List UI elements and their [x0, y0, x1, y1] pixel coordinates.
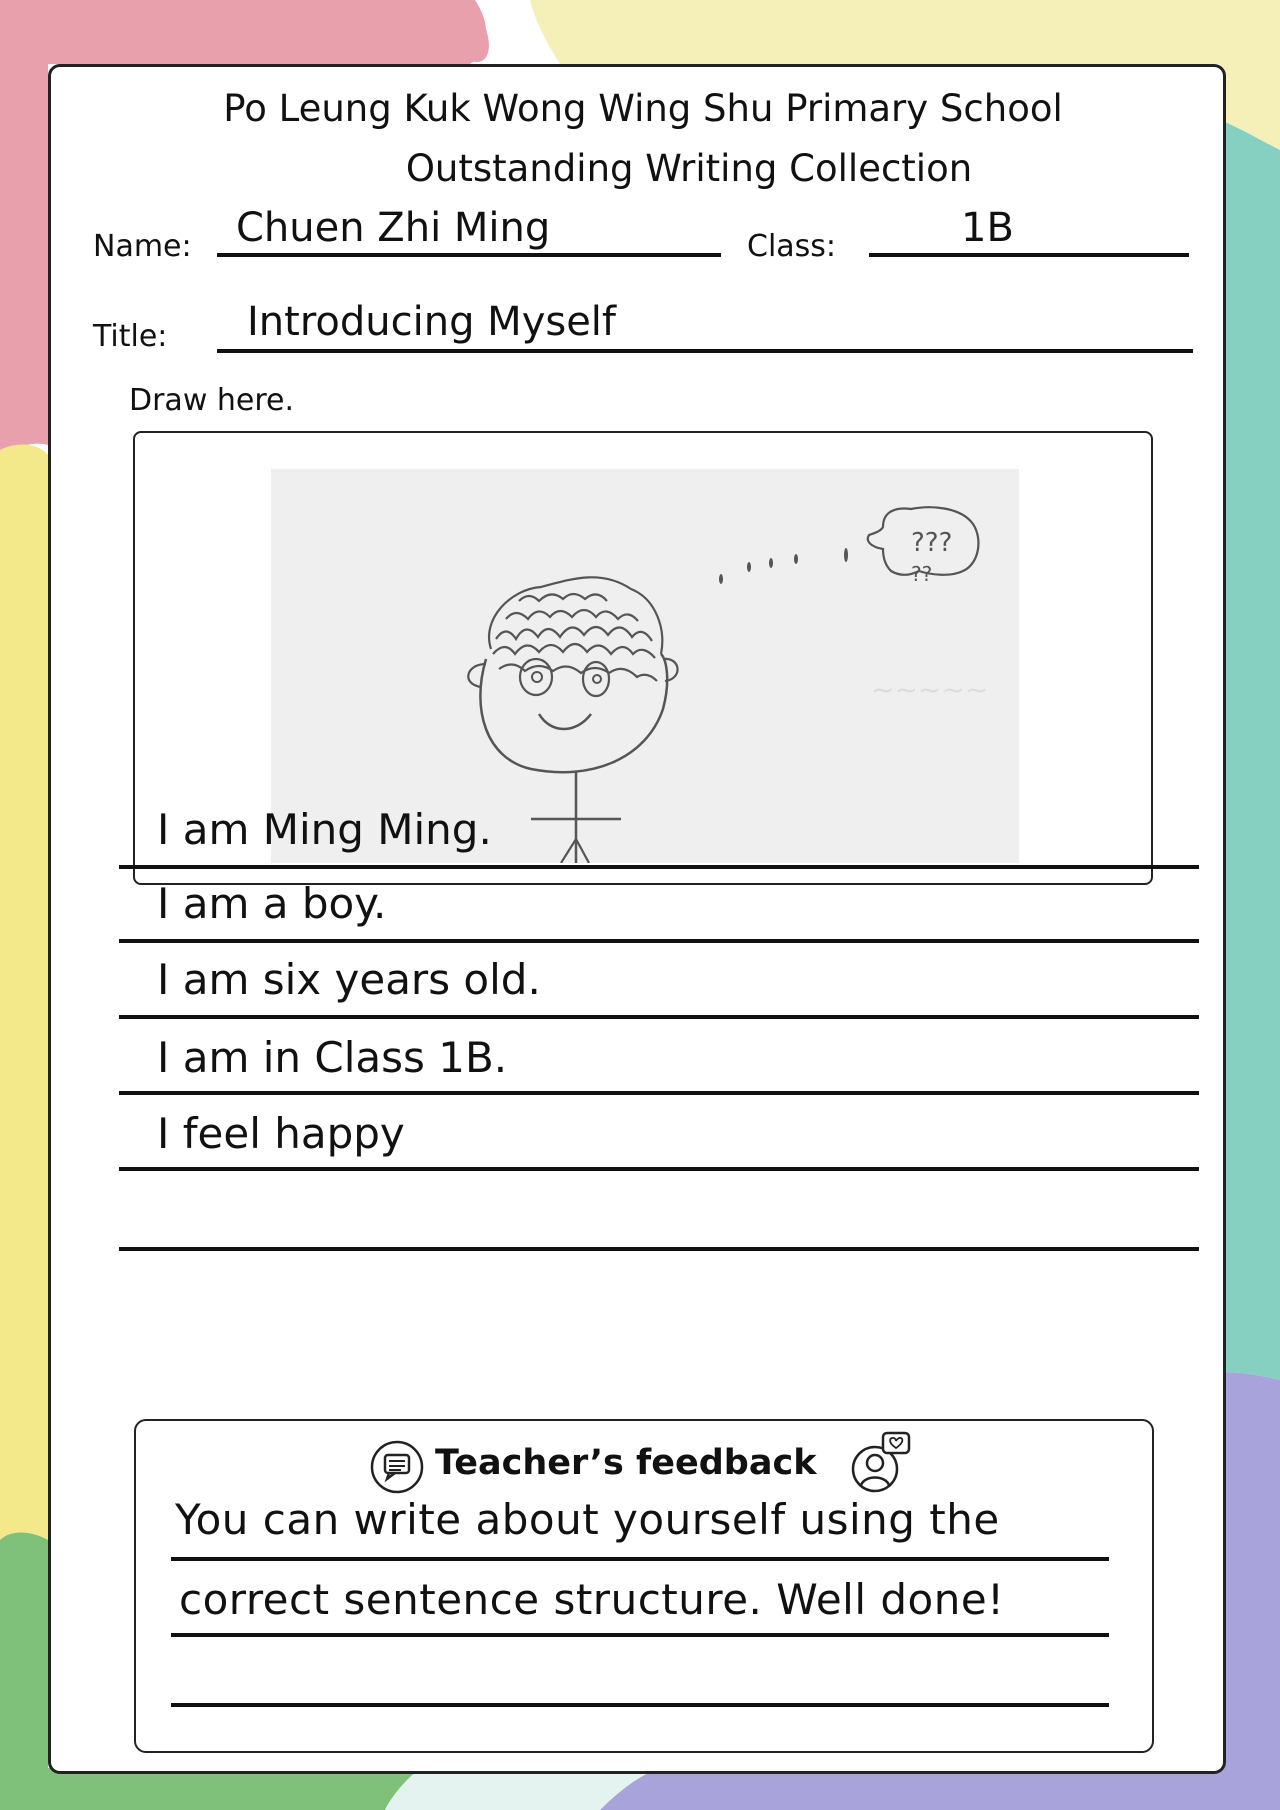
name-value: Chuen Zhi Ming [236, 205, 551, 251]
name-underline [217, 253, 721, 257]
writing-line-3 [119, 1015, 1199, 1019]
title-label: Title: [93, 319, 168, 354]
feedback-title: Teacher’s feedback [435, 1443, 817, 1483]
draw-prompt: Draw here. [129, 383, 295, 418]
teacher-heart-icon [847, 1429, 913, 1495]
sentence-1: I am Ming Ming. [157, 805, 492, 854]
writing-line-5 [119, 1167, 1199, 1171]
class-label: Class: [747, 229, 837, 264]
feedback-underline-1 [171, 1557, 1109, 1561]
bubble-question-marks: ??? [911, 528, 953, 558]
feedback-content [131, 1419, 1147, 1749]
sentence-4: I am in Class 1B. [157, 1033, 508, 1082]
child-drawing [271, 469, 1019, 863]
school-name: Po Leung Kuk Wong Wing Shu Primary School [223, 87, 1063, 130]
title-value: Introducing Myself [247, 299, 617, 345]
feedback-underline-2 [171, 1633, 1109, 1637]
collection-title: Outstanding Writing Collection [405, 147, 973, 190]
sentence-3: I am six years old. [157, 955, 541, 1004]
bubble-question-marks-2: ?? [911, 562, 933, 586]
stick-figure-drawing [271, 469, 1019, 863]
writing-line-6 [119, 1247, 1199, 1251]
speech-bubble-icon [369, 1439, 425, 1495]
writing-line-4 [119, 1091, 1199, 1095]
writing-line-2 [119, 939, 1199, 943]
sentence-2: I am a boy. [157, 879, 387, 928]
sentence-5: I feel happy [157, 1109, 405, 1158]
faint-bleed-text: ~~~~~ [871, 673, 989, 706]
feedback-underline-3 [171, 1703, 1109, 1707]
yellow-blob [0, 445, 48, 1540]
name-label: Name: [93, 229, 192, 264]
feedback-line-2: correct sentence structure. Well done! [179, 1575, 1005, 1624]
teal-blob [1220, 120, 1280, 1380]
writing-line-1 [119, 865, 1199, 869]
class-underline [869, 253, 1189, 257]
title-underline [217, 349, 1193, 353]
feedback-line-1: You can write about yourself using the [175, 1495, 1000, 1544]
class-value: 1B [961, 205, 1014, 251]
